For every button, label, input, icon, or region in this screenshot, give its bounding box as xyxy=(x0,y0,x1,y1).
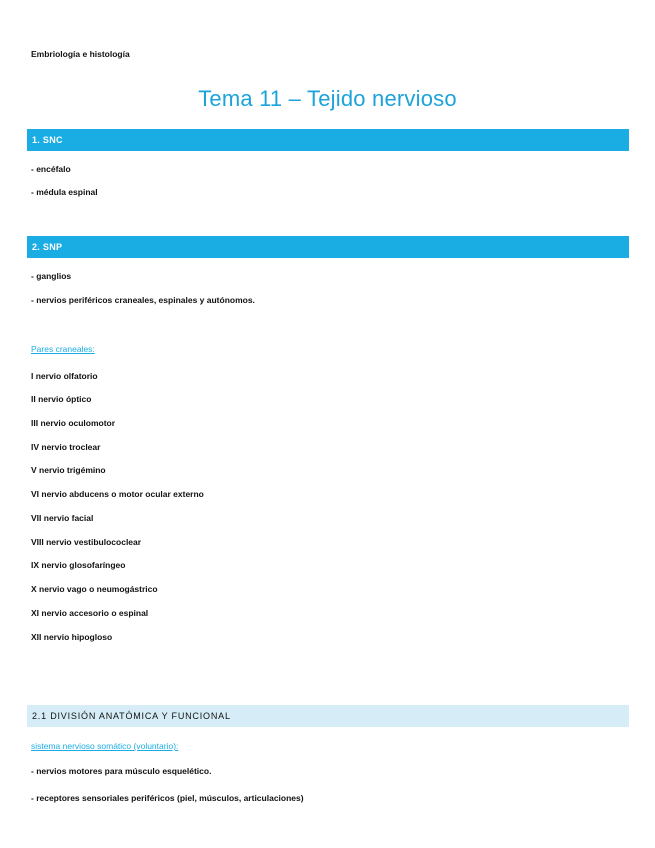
somatic-system-link[interactable]: sistema nervioso somático (voluntario): xyxy=(31,741,179,751)
section-snc-heading: 1. SNC xyxy=(27,129,629,151)
cranial-nerves-link[interactable]: Pares craneales: xyxy=(31,344,95,354)
cranial-nerve-item: IV nervio troclear xyxy=(31,442,101,452)
cranial-nerve-item: IX nervio glosofaríngeo xyxy=(31,560,126,570)
list-item: - nervios periféricos craneales, espinales y autónomos. xyxy=(31,295,255,305)
list-item: - ganglios xyxy=(31,271,72,281)
cranial-nerve-item: I nervio olfatorio xyxy=(31,371,98,381)
cranial-nerve-item: VIII nervio vestibulococlear xyxy=(31,537,142,547)
cranial-nerve-item: X nervio vago o neumogástrico xyxy=(31,584,158,594)
cranial-nerve-item: VII nervio facial xyxy=(31,513,94,523)
cranial-nerve-item: V nervio trigémino xyxy=(31,465,106,475)
cranial-nerve-item: II nervio óptico xyxy=(31,394,92,404)
list-item: - encéfalo xyxy=(31,164,71,174)
section-division-heading: 2.1 DIVISIÓN ANATÓMICA Y FUNCIONAL xyxy=(27,705,629,727)
cranial-nerve-item: XI nervio accesorio o espinal xyxy=(31,608,149,618)
page-title: Tema 11 – Tejido nervioso xyxy=(198,86,457,111)
section-snp-heading: 2. SNP xyxy=(27,236,629,258)
cranial-nerve-item: VI nervio abducens o motor ocular externo xyxy=(31,489,204,499)
list-item: - médula espinal xyxy=(31,187,98,197)
list-item: - nervios motores para músculo esquelético. xyxy=(31,766,212,776)
list-item: - receptores sensoriales periféricos (piel, músculos, articulaciones) xyxy=(31,793,304,803)
cranial-nerve-item: III nervio oculomotor xyxy=(31,418,116,428)
cranial-nerve-item: XII nervio hipogloso xyxy=(31,632,113,642)
course-header: Embriología e histología xyxy=(31,49,130,59)
